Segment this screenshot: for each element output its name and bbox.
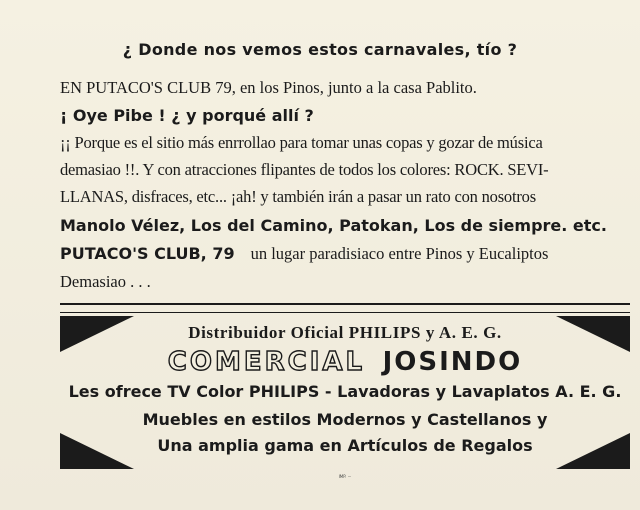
flyer-line-6: Manolo Vélez, Los del Camino, Patokan, Los de siempre. etc. — [60, 216, 607, 235]
flyer-line-5: LLANAS, disfraces, etc... ¡ah! y también irán a pasar un rato con nosotros — [60, 187, 536, 206]
ad-line-furniture: Muebles en estilos Modernos y Castellanos y — [142, 410, 548, 429]
ad-brand — [0, 347, 640, 377]
club-name: PUTACO'S CLUB, 79 — [60, 244, 235, 263]
ad-line-products: Les ofrece TV Color PHILIPS - Lavadoras y Lavaplatos A. E. G. — [68, 382, 622, 401]
flyer-line-4: demasiao !!. Y con atracciones flipantes de todos los colores: ROCK. SEVI- — [60, 160, 549, 179]
flyer-heading: ¿ Donde nos vemos estos carnavales, tío ? — [122, 40, 518, 59]
flyer-line-1: EN PUTACO'S CLUB 79, en los Pinos, junto a la casa Pablito. — [60, 78, 477, 97]
divider-rule — [60, 303, 630, 305]
flyer-line-2: ¡ Oye Pibe ! ¿ y porqué allí ? — [60, 106, 314, 125]
printer-imprint: IMP. ··· — [338, 474, 352, 479]
divider-rule-thin — [60, 312, 630, 313]
club-description: un lugar paradisiaco entre Pinos y Eucaliptos — [250, 244, 549, 263]
flyer-line-3: ¡¡ Porque es el sitio más enrrollao para tomar unas copas y gozar de música — [60, 133, 543, 152]
flyer-line-8: Demasiao . . . — [60, 272, 151, 291]
flyer-line-7 — [60, 244, 548, 264]
ad-distributor: Distribuidor Oficial PHILIPS y A. E. G. — [188, 323, 502, 342]
ad-brand-solid: JOSINDO — [382, 347, 523, 377]
ad-brand-outline: COMERCIAL — [167, 347, 366, 377]
ad-line-gifts: Una amplia gama en Artículos de Regalos — [157, 436, 533, 455]
